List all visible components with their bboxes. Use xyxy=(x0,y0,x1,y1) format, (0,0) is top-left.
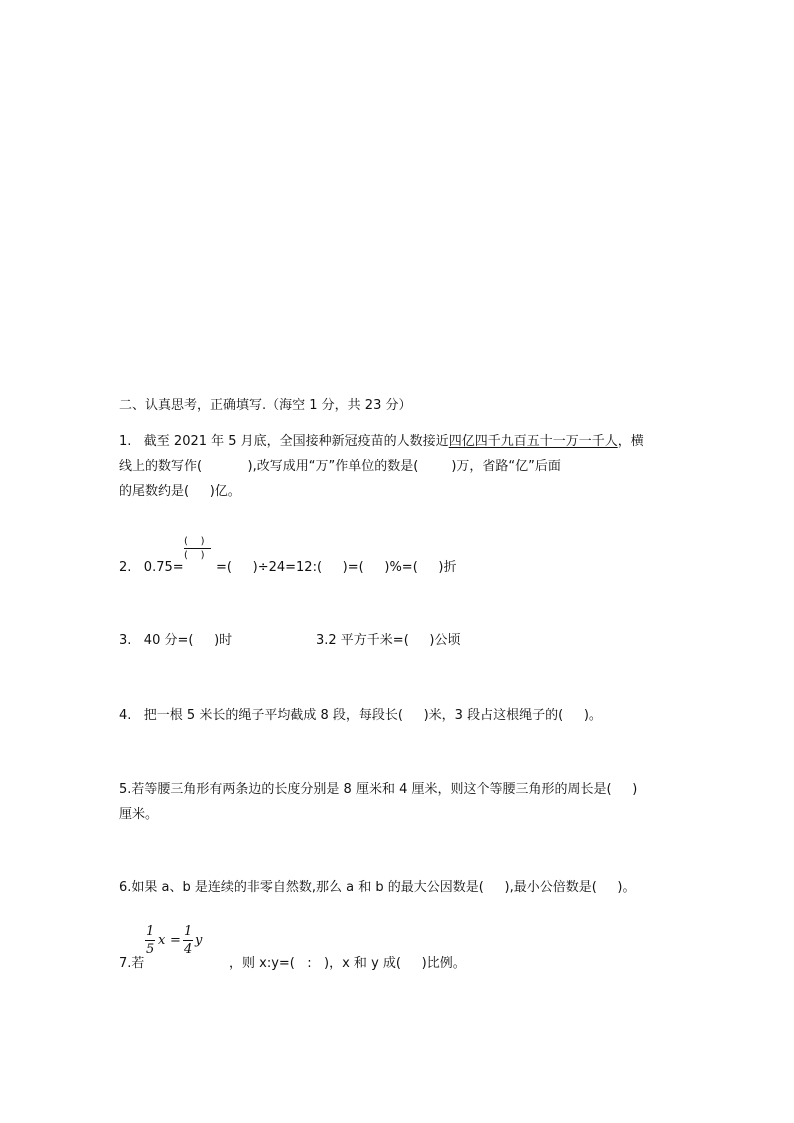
equation-equals: = xyxy=(170,933,181,948)
equation-numerator-2: 1 xyxy=(184,924,193,939)
question-1-line-1-pre: 1. 截至 2021 年 5 月底，全国接种新冠疫苗的人数接近 xyxy=(119,434,449,449)
equation-fraction-bar-1 xyxy=(145,940,155,941)
question-2-fraction-numerator: ( ) xyxy=(184,536,205,547)
equation-denominator-2: 4 xyxy=(184,942,193,957)
question-1-underlined-number: 四亿四千九百五十一万一千人 xyxy=(448,434,618,449)
section-title: 二、认真思考，正确填写.（海空 1 分，共 23 分） xyxy=(119,398,412,413)
question-5-line-1: 5.若等腰三角形有两条边的长度分别是 8 厘米和 4 厘米，则这个等腰三角形的周长是( ) xyxy=(119,782,638,797)
question-7-suffix: ，则 x:y=( : )，x 和 y 成( )比例。 xyxy=(229,956,466,971)
question-2-fraction-bar xyxy=(184,548,211,549)
equation-variable-y: y xyxy=(195,933,203,948)
equation-fraction-bar-2 xyxy=(183,940,193,941)
question-2-suffix: =( )÷24=12:( )=( )%=( )折 xyxy=(216,560,457,575)
question-3-part-1: 3. 40 分=( )时 xyxy=(119,633,233,648)
equation-variable-x: x xyxy=(158,933,166,948)
question-6: 6.如果 a、b 是连续的非零自然数,那么 a 和 b 的最大公因数是( ),最小公倍数是( )。 xyxy=(119,880,636,895)
question-7-prefix: 7.若 xyxy=(119,956,145,971)
question-1-line-3: 的尾数约是( )亿。 xyxy=(119,484,241,499)
question-2-prefix: 2. 0.75= xyxy=(119,560,184,575)
equation-denominator-1: 5 xyxy=(146,942,155,957)
question-1-line-2: 线上的数写作( ),改写成用“万”作单位的数是( )万，省路“亿”后面 xyxy=(119,459,561,474)
question-1-line-1-post: ，横 xyxy=(617,434,644,449)
question-2-fraction-denominator: ( ) xyxy=(184,550,205,561)
question-1-line-1 xyxy=(119,434,644,450)
question-3-part-2: 3.2 平方千米=( )公顷 xyxy=(316,633,461,648)
equation-numerator-1: 1 xyxy=(146,924,155,939)
question-4: 4. 把一根 5 米长的绳子平均截成 8 段，每段长( )米，3 段占这根绳子的( )。 xyxy=(119,708,602,723)
question-5-line-2: 厘米。 xyxy=(119,807,159,822)
